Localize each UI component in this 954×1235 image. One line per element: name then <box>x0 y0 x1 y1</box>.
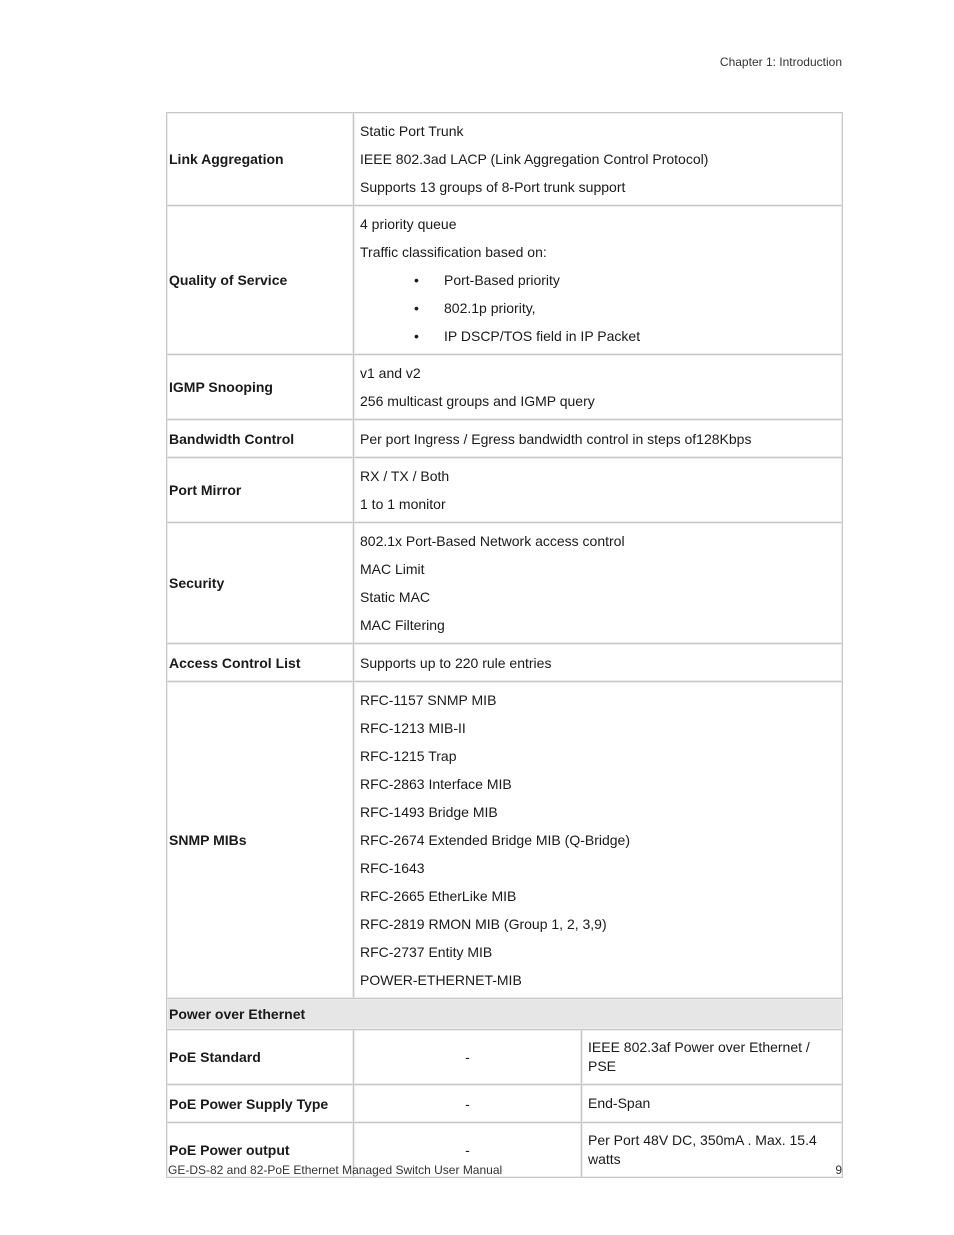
spec-value-line: RFC-1213 MIB-II <box>360 720 466 736</box>
spec-bullet-item <box>360 294 836 322</box>
poe-value: IEEE 802.3af Power over Ethernet / PSE <box>582 1030 843 1085</box>
spec-values <box>354 206 843 355</box>
poe-mid-value: - <box>354 1123 582 1178</box>
spec-values <box>354 355 843 420</box>
spec-value-line: Supports 13 groups of 8-Port trunk support <box>360 179 626 195</box>
spec-row <box>167 523 843 644</box>
spec-label: Link Aggregation <box>167 113 354 206</box>
spec-value-line: RFC-2674 Extended Bridge MIB (Q-Bridge) <box>360 832 630 848</box>
spec-value-line: 256 multicast groups and IGMP query <box>360 393 595 409</box>
spec-bullet-text: 802.1p priority, <box>444 300 536 316</box>
spec-value-line: RFC-2863 Interface MIB <box>360 776 512 792</box>
spec-value-line: IEEE 802.3ad LACP (Link Aggregation Control Protocol) <box>360 151 709 167</box>
spec-label: Port Mirror <box>167 458 354 523</box>
spec-bullet-item <box>360 322 836 350</box>
spec-bullet-text: Port-Based priority <box>444 272 560 288</box>
section-title: Power over Ethernet <box>167 999 843 1030</box>
poe-label: PoE Power output <box>167 1123 354 1178</box>
spec-values <box>354 644 843 682</box>
spec-row <box>167 644 843 682</box>
chapter-header: Chapter 1: Introduction <box>719 55 842 69</box>
spec-row <box>167 682 843 999</box>
spec-label: Quality of Service <box>167 206 354 355</box>
spec-value-line: MAC Limit <box>360 561 425 577</box>
spec-label: Access Control List <box>167 644 354 682</box>
spec-value-line: 4 priority queue <box>360 216 457 232</box>
spec-value-line: RFC-1493 Bridge MIB <box>360 804 498 820</box>
spec-row <box>167 458 843 523</box>
poe-row <box>167 1030 843 1085</box>
poe-mid-value: - <box>354 1030 582 1085</box>
spec-bullet-text: IP DSCP/TOS field in IP Packet <box>444 328 641 344</box>
spec-value-line: Traffic classification based on: <box>360 244 547 260</box>
spec-value-line: Per port Ingress / Egress bandwidth control in steps of128Kbps <box>360 430 752 447</box>
poe-value: Per Port 48V DC, 350mA . Max. 15.4 watts <box>582 1123 843 1178</box>
poe-mid-value: - <box>354 1085 582 1123</box>
spec-value-line: RFC-1643 <box>360 860 425 876</box>
spec-value-line: POWER-ETHERNET-MIB <box>360 972 522 988</box>
spec-label: Security <box>167 523 354 644</box>
spec-values <box>354 113 843 206</box>
spec-row <box>167 420 843 458</box>
spec-value-line: RFC-1215 Trap <box>360 748 457 764</box>
spec-value-line: RFC-1157 SNMP MIB <box>360 692 497 708</box>
spec-value-line: RFC-2665 EtherLike MIB <box>360 888 517 904</box>
spec-values <box>354 523 843 644</box>
spec-value-line: Static MAC <box>360 589 431 605</box>
footer-manual-title: GE-DS-82 and 82-PoE Ethernet Managed Switch User Manual <box>168 1163 503 1177</box>
spec-value-line: 1 to 1 monitor <box>360 496 446 512</box>
spec-bullet-item <box>360 266 836 294</box>
spec-value-line: Static Port Trunk <box>360 123 464 139</box>
poe-label: PoE Power Supply Type <box>167 1085 354 1123</box>
spec-row <box>167 113 843 206</box>
spec-value-line: RX / TX / Both <box>360 468 450 484</box>
poe-value: End-Span <box>582 1085 843 1123</box>
poe-label: PoE Standard <box>167 1030 354 1085</box>
poe-row <box>167 1085 843 1123</box>
spec-value-line: Supports up to 220 rule entries <box>360 654 552 671</box>
spec-values <box>354 682 843 999</box>
spec-label: Bandwidth Control <box>167 420 354 458</box>
spec-value-line: MAC Filtering <box>360 617 445 633</box>
spec-label: SNMP MIBs <box>167 682 354 999</box>
spec-label: IGMP Snooping <box>167 355 354 420</box>
footer-page-number: 9 <box>835 1163 842 1177</box>
spec-values <box>354 458 843 523</box>
spec-value-line: RFC-2819 RMON MIB (Group 1, 2, 3,9) <box>360 916 607 932</box>
spec-row <box>167 355 843 420</box>
section-header-row <box>167 999 843 1030</box>
spec-values <box>354 420 843 458</box>
spec-value-line: RFC-2737 Entity MIB <box>360 944 493 960</box>
spec-table <box>166 112 843 1178</box>
spec-value-line: 802.1x Port-Based Network access control <box>360 533 625 549</box>
spec-value-line: v1 and v2 <box>360 365 421 381</box>
spec-row <box>167 206 843 355</box>
